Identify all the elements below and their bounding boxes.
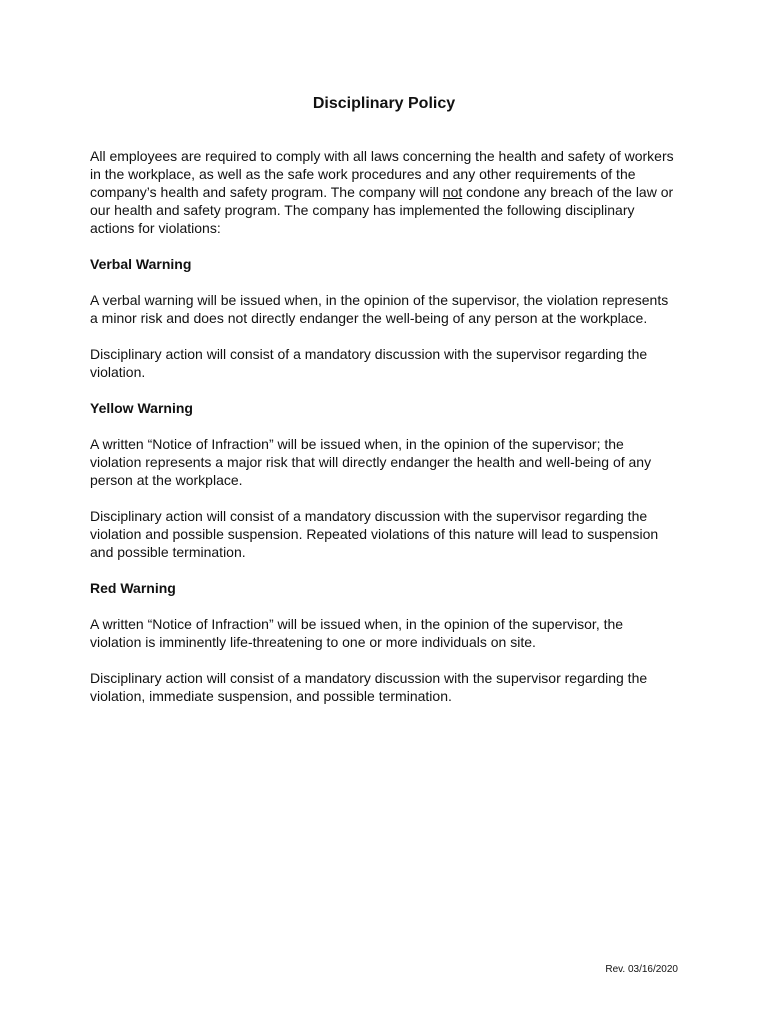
intro-text-end: condone any breach of the law or our health and safety program. The company has implemented the following disciplinary actions for violations: — [90, 184, 674, 236]
intro-paragraph — [90, 147, 675, 237]
intro-underlined-word: not — [442, 184, 463, 200]
red-warning-paragraph-1: A written “Notice of Infraction” will be issued when, in the opinion of the supervisor, the violation is imminently life-threatening to one or more individuals on site. — [90, 616, 624, 650]
intro-text-start: All employees are required to comply with all laws concerning the health and safety of workers in the workplace, as well as the safe work procedures and any other requirements of the company’s health and safety program. The company will — [90, 148, 674, 200]
section-heading-red-warning: Red Warning — [90, 580, 176, 596]
yellow-warning-paragraph-2: Disciplinary action will consist of a mandatory discussion with the supervisor regarding the violation and possible suspension. Repeated violations of this nature will lead to suspension and possible termination. — [90, 508, 659, 560]
verbal-warning-paragraph-2: Disciplinary action will consist of a mandatory discussion with the supervisor regarding the violation. — [90, 346, 648, 380]
revision-date: Rev. 03/16/2020 — [605, 964, 678, 975]
section-heading-verbal-warning: Verbal Warning — [90, 256, 192, 272]
section-heading-yellow-warning: Yellow Warning — [90, 400, 193, 416]
document-body — [90, 147, 675, 705]
verbal-warning-paragraph-1: A verbal warning will be issued when, in the opinion of the supervisor, the violation represents a minor risk and does not directly endanger the well-being of any person at the workplace. — [90, 292, 669, 326]
red-warning-paragraph-2: Disciplinary action will consist of a mandatory discussion with the supervisor regarding the violation, immediate suspension, and possible termination. — [90, 670, 648, 704]
document-title: Disciplinary Policy — [312, 95, 456, 112]
yellow-warning-paragraph-1: A written “Notice of Infraction” will be issued when, in the opinion of the supervisor; the violation represents a major risk that will directly endanger the health and well-being of any person at the workplace. — [90, 436, 652, 488]
